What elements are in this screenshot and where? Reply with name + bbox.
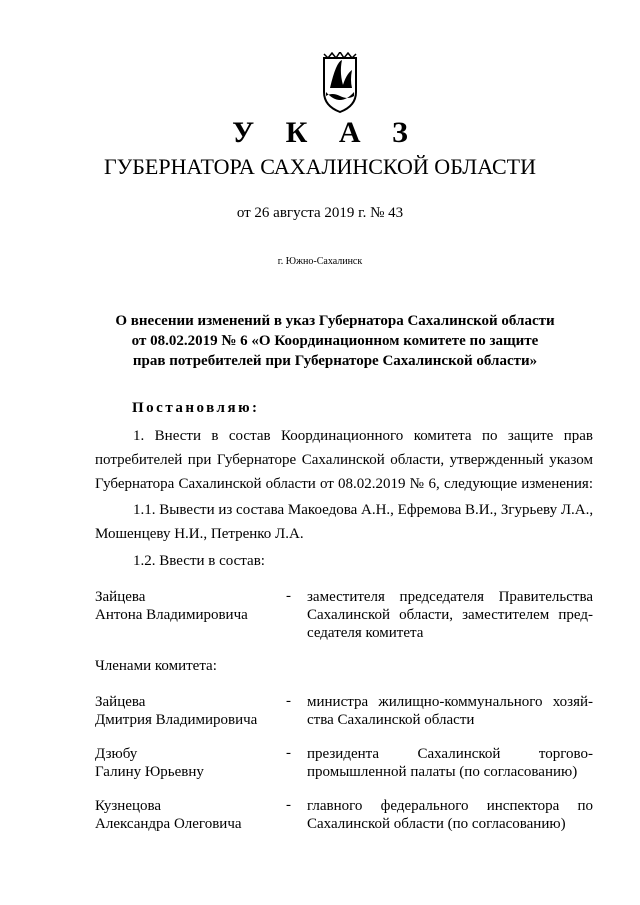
role-line: седателя комитета: [307, 625, 424, 641]
person-role: [307, 588, 593, 642]
document-city: г. Южно-Сахалинск: [277, 256, 363, 267]
role-line: главного федерального инспектора по: [307, 798, 593, 814]
dash-separator: -: [286, 588, 291, 604]
item-1-line: потребителей при Губернаторе Сахалинской области, утвержденный указом: [95, 452, 593, 468]
dash-separator: -: [286, 745, 291, 761]
item-1-1: [95, 498, 593, 546]
role-line: ства Сахалинской области: [307, 712, 475, 728]
person-given-name: Антона Владимировича: [95, 607, 248, 623]
person-name: [95, 797, 242, 833]
person-name: [95, 588, 248, 624]
heading-line: О внесении изменений в указ Губернатора Сахалинской области: [115, 313, 555, 329]
document-date: от 26 августа 2019 г. № 43: [236, 205, 404, 221]
role-line: министра жилищно-коммунального хозяй-: [307, 694, 593, 710]
sakhalin-coat-of-arms-icon: [320, 52, 360, 114]
person-surname: Кузнецова: [95, 798, 162, 814]
document-title: У К А З: [232, 116, 420, 149]
item-1-1-line: Мошенцеву Н.И., Петренко Л.А.: [95, 526, 304, 542]
document-subtitle: ГУБЕРНАТОРА САХАЛИНСКОЙ ОБЛАСТИ: [104, 154, 536, 179]
person-surname: Зайцева: [95, 694, 146, 710]
person-given-name: Александра Олеговича: [95, 816, 242, 832]
person-role: [307, 797, 593, 833]
dash-separator: -: [286, 693, 291, 709]
person-name: [95, 693, 257, 729]
item-1: [95, 424, 593, 496]
person-surname: Дзюбу: [95, 746, 138, 762]
role-line: Сахалинской области (по согласованию): [307, 816, 566, 832]
role-line: Сахалинской области, заместителем пред-: [307, 607, 593, 623]
heading-line: прав потребителей при Губернаторе Сахалинской области»: [132, 353, 538, 369]
item-1-line: 1. Внести в состав Координационного комитета по защите прав: [133, 428, 593, 444]
role-line: промышленной палаты (по согласованию): [307, 764, 578, 780]
item-1-2: [95, 549, 593, 573]
person-given-name: Галину Юрьевну: [95, 764, 204, 780]
role-line: заместителя председателя Правительства: [307, 589, 593, 605]
item-1-2-line: 1.2. Ввести в состав:: [133, 553, 265, 569]
person-given-name: Дмитрия Владимировича: [95, 712, 258, 728]
person-role: [307, 693, 593, 729]
person-surname: Зайцева: [95, 589, 146, 605]
role-line: президента Сахалинской торгово-: [307, 746, 593, 762]
document-heading: [100, 311, 570, 371]
decree-word: Постановляю:: [132, 400, 260, 416]
person-role: [307, 745, 593, 781]
heading-line: от 08.02.2019 № 6 «О Координационном комитете по защите: [131, 333, 539, 349]
item-1-line: Губернатора Сахалинской области от 08.02.2019 № 6, следующие изменения:: [95, 476, 593, 492]
person-name: [95, 745, 204, 781]
members-label: Членами комитета:: [95, 658, 217, 674]
item-1-1-line: 1.1. Вывести из состава Макоедова А.Н., Ефремова В.И., Згурьеву Л.А.,: [133, 502, 594, 518]
dash-separator: -: [286, 797, 291, 813]
